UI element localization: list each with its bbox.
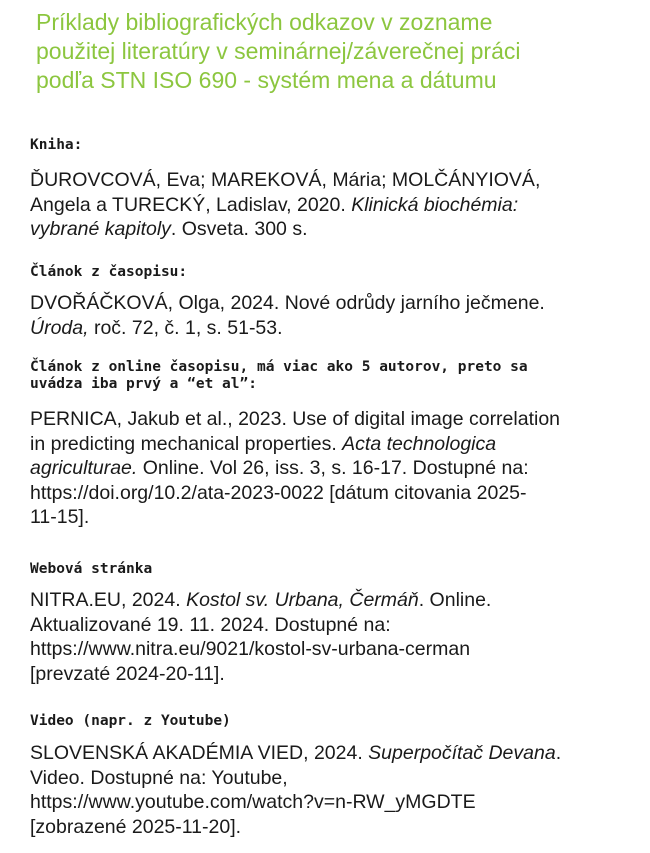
citation-text: [prevzaté 2024-20-11]. bbox=[30, 662, 225, 685]
citation-text: SLOVENSKÁ AKADÉMIA VIED, 2024. bbox=[30, 742, 369, 764]
citation-line bbox=[30, 588, 635, 613]
citation-text: . bbox=[555, 742, 562, 764]
citation-text: https://doi.org/10.2/ata-2023-0022 [dátum citovania 2025- bbox=[30, 481, 527, 504]
citation-line bbox=[30, 481, 635, 506]
citation-line bbox=[30, 291, 635, 316]
citation-text: NITRA.EU, 2024. bbox=[30, 589, 187, 611]
citation-text: Angela a TURECKÝ, Ladislav, 2020. bbox=[30, 193, 352, 216]
citation-text: Video. Dostupné na: Youtube, bbox=[30, 766, 288, 789]
citation-line bbox=[30, 407, 635, 432]
citation-italic-text: Úroda, bbox=[30, 316, 89, 339]
citation-entry bbox=[30, 588, 635, 686]
citation-italic-text: Kostol sv. Urbana, Čermáň bbox=[186, 589, 419, 611]
citation-italic-text: Superpočítač Devana bbox=[368, 742, 556, 764]
citation-text: PERNICA, Jakub et al., 2023. Use of digital image correlation bbox=[30, 408, 561, 430]
citation-line bbox=[30, 456, 635, 481]
citation-text: [zobrazené 2025-11-20]. bbox=[30, 815, 242, 838]
citation-text: Aktualizované 19. 11. 2024. Dostupné na: bbox=[30, 613, 391, 636]
heading-line: Webová stránka bbox=[30, 561, 153, 577]
citation-line bbox=[30, 505, 635, 530]
section-heading bbox=[30, 137, 635, 154]
citation-entry bbox=[30, 407, 635, 530]
citation-line bbox=[30, 168, 635, 193]
citation-line bbox=[30, 741, 635, 766]
citation-entry bbox=[30, 168, 635, 242]
citation-text: https://www.nitra.eu/9021/kostol-sv-urbana-cerman bbox=[30, 638, 471, 660]
citation-text: ĎUROVCOVÁ, Eva; MAREKOVÁ, Mária; MOLČÁNYIOVÁ, bbox=[30, 169, 541, 191]
page-title bbox=[36, 8, 636, 95]
title-line: použitej literatúry v seminárnej/záverečnej práci bbox=[36, 38, 521, 64]
title-line: podľa STN ISO 690 - systém mena a dátumu bbox=[36, 67, 497, 93]
citation-text: roč. 72, č. 1, s. 51-53. bbox=[88, 316, 283, 339]
citation-text: in predicting mechanical properties. bbox=[30, 432, 343, 455]
section-video bbox=[30, 713, 635, 839]
citation-line bbox=[30, 662, 635, 687]
citation-line bbox=[30, 766, 635, 791]
section-heading bbox=[30, 264, 635, 281]
citation-italic-text: Klinická biochémia: bbox=[351, 193, 519, 216]
section-website bbox=[30, 561, 635, 686]
citation-line bbox=[30, 193, 635, 218]
section-book bbox=[30, 137, 635, 242]
citation-line bbox=[30, 815, 635, 840]
citation-line bbox=[30, 790, 635, 815]
title-line: Príklady bibliografických odkazov v zozname bbox=[36, 9, 493, 35]
heading-line: uvádza iba prvý a “et al”: bbox=[30, 376, 257, 392]
heading-line: Video (napr. z Youtube) bbox=[30, 713, 231, 729]
citation-text: https://www.youtube.com/watch?v=n-RW_yMGDTE bbox=[30, 791, 476, 813]
citation-line bbox=[30, 316, 635, 341]
citation-line bbox=[30, 637, 635, 662]
citation-italic-text: vybrané kapitoly bbox=[30, 218, 171, 240]
citation-italic-text: agriculturae. bbox=[30, 457, 138, 479]
citation-text: 11-15]. bbox=[30, 506, 90, 528]
section-heading bbox=[30, 359, 635, 393]
heading-line: Článok z online časopisu, má viac ako 5 autorov, preto sa bbox=[30, 359, 528, 375]
heading-line: Kniha: bbox=[30, 137, 83, 153]
citation-text: . Online. bbox=[418, 589, 492, 611]
citation-text: . Osveta. 300 s. bbox=[170, 218, 308, 240]
citation-entry bbox=[30, 291, 635, 340]
citation-line bbox=[30, 432, 635, 457]
citation-italic-text: Acta technologica bbox=[342, 432, 497, 455]
section-online-article bbox=[30, 359, 635, 530]
citation-line bbox=[30, 217, 635, 242]
citation-text: DVOŘÁČKOVÁ, Olga, 2024. Nové odrůdy jarního ječmene. bbox=[30, 292, 545, 314]
section-journal-article bbox=[30, 264, 635, 340]
section-heading bbox=[30, 713, 635, 730]
citation-text: Online. Vol 26, iss. 3, s. 16-17. Dostupné na: bbox=[137, 457, 529, 479]
section-heading bbox=[30, 561, 635, 578]
citation-line bbox=[30, 613, 635, 638]
citation-entry bbox=[30, 741, 635, 839]
heading-line: Článok z časopisu: bbox=[30, 264, 188, 280]
